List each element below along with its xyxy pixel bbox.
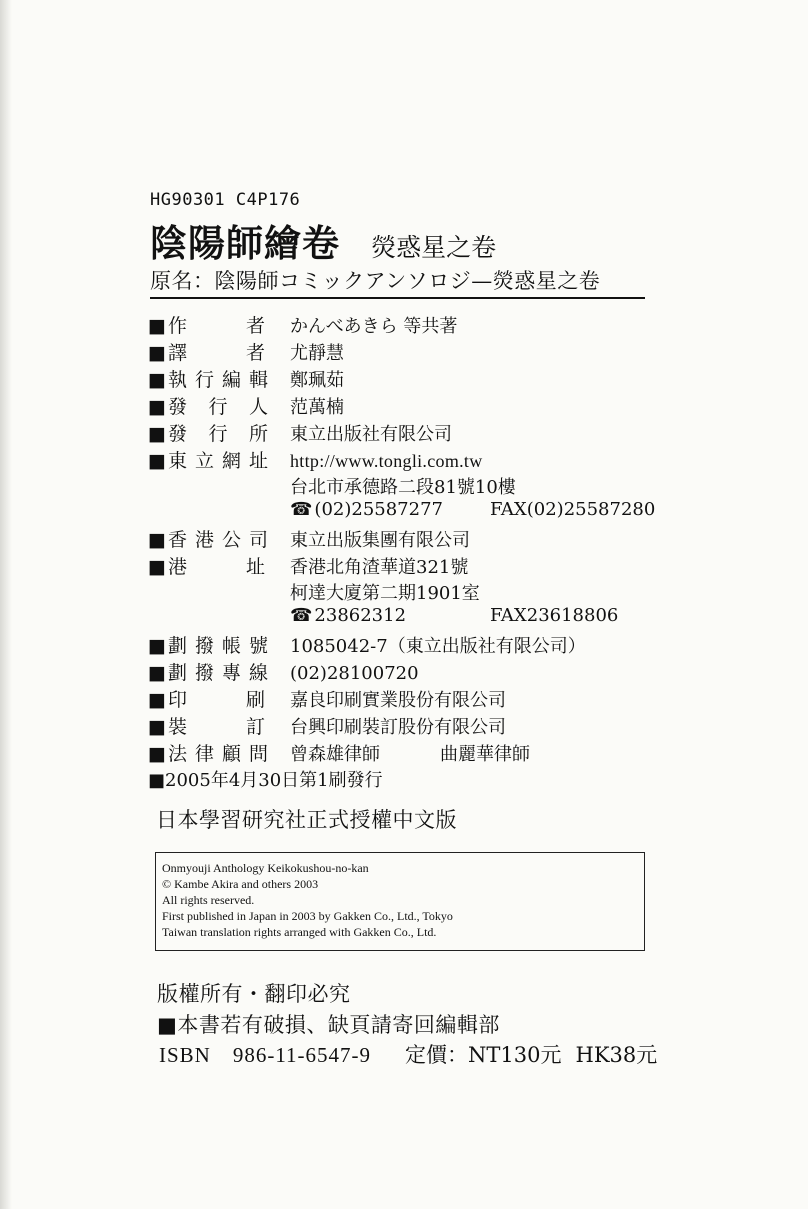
credit-label: 發 行 人 (167, 396, 268, 418)
square-bullet: ■ (148, 315, 166, 337)
square-bullet: ■ (148, 689, 166, 711)
credit-row-hk-address (148, 552, 655, 579)
credit-value: (02)28100720 (290, 663, 419, 684)
credit-value: 東立出版集團有限公司 (290, 530, 470, 551)
hk-contact (148, 605, 655, 631)
credit-row-binder (148, 712, 655, 739)
square-bullet: ■ (148, 529, 166, 551)
original-name: 原名：陰陽師コミックアンソロジ—熒惑星之卷 (150, 269, 601, 293)
square-bullet: ■ (148, 369, 166, 391)
website-address: 台北市承德路二段81號10樓 (290, 477, 516, 498)
square-bullet: ■ (148, 662, 166, 684)
square-bullet: ■ (148, 743, 166, 765)
credit-value: かんべあきら 等共著 (290, 316, 458, 337)
price-hk: HK38元 (575, 1043, 658, 1067)
telephone-icon: ☎ (290, 605, 313, 626)
credit-value: 1085042-7（東立出版社有限公司） (290, 636, 586, 657)
copyright-box (155, 852, 645, 951)
damage-notice-row (157, 1009, 500, 1039)
square-bullet: ■ (148, 635, 166, 657)
credit-row-hotline (148, 658, 655, 685)
phone-number: (02)25587277 (314, 499, 443, 520)
credit-label: 東立網址 (167, 450, 268, 472)
credit-row-legal (148, 739, 655, 766)
copyright-line: First published in Japan in 2003 by Gakken Co., Ltd., Tokyo (162, 909, 453, 923)
telephone-icon: ☎ (290, 499, 313, 520)
fax-number: FAX(02)25587280 (490, 499, 656, 520)
price-nt: 定價：NT130元 (405, 1043, 562, 1067)
copyright-line: Onmyouji Anthology Keikokushou-no-kan (162, 861, 369, 875)
title-row (150, 213, 496, 267)
credits-block (148, 311, 655, 792)
square-bullet: ■ (148, 396, 166, 418)
copyright-line: All rights reserved. (162, 893, 255, 907)
credit-label: 劃撥帳號 (167, 635, 268, 657)
damage-notice: 本書若有破損、缺頁請寄回編輯部 (177, 1013, 500, 1037)
credit-label: 港 址 (167, 556, 265, 578)
hk-fax-number: FAX23618806 (490, 605, 619, 626)
credit-value: 嘉良印刷實業股份有限公司 (290, 690, 506, 711)
credit-value: 尤靜慧 (290, 343, 344, 364)
square-bullet: ■ (148, 342, 166, 364)
credit-value: 范萬楠 (290, 397, 344, 418)
hk-phone-number: 23862312 (314, 605, 407, 626)
isbn: ISBN 986-11-6547-9 (159, 1043, 372, 1067)
credit-label: 法律顧問 (167, 743, 268, 765)
credit-label: 裝 訂 (167, 716, 265, 738)
credit-label: 作 者 (167, 315, 265, 337)
credit-row-editor (148, 365, 655, 392)
website-contact (148, 499, 655, 525)
website-url: http://www.tongli.com.tw (290, 451, 483, 471)
divider-rule (150, 297, 645, 299)
book-subtitle: 熒惑星之卷 (371, 233, 497, 262)
book-title: 陰陽師繪卷 (150, 221, 340, 265)
credit-value: 鄭珮茹 (290, 370, 344, 391)
credit-label: 劃撥專線 (167, 662, 268, 684)
credit-label: 譯 者 (167, 342, 265, 364)
credit-row-printer (148, 685, 655, 712)
credit-row-hk-company (148, 525, 655, 552)
authorization-notice: 日本學習研究社正式授權中文版 (156, 808, 457, 832)
credit-row-publisher (148, 419, 655, 446)
square-bullet: ■ (148, 450, 166, 472)
credit-value: 曾森雄律師 (290, 744, 380, 765)
hk-address-line2: 柯達大廈第二期1901室 (290, 583, 480, 604)
square-bullet: ■ (148, 556, 166, 578)
isbn-price-row (159, 1039, 657, 1069)
copyright-line: Taiwan translation rights arranged with Gakken Co., Ltd. (162, 925, 437, 939)
square-bullet: ■ (148, 423, 166, 445)
credit-value: 東立出版社有限公司 (290, 424, 452, 445)
page-edge-shadow (0, 0, 12, 1209)
rights-notice: 版權所有・翻印必究 (157, 982, 351, 1006)
credit-row-publisher-person (148, 392, 655, 419)
product-code: HG90301 C4P176 (150, 190, 301, 210)
credit-value: 香港北角渣華道321號 (290, 557, 469, 578)
copyright-line: © Kambe Akira and others 2003 (162, 877, 319, 891)
credit-row-author (148, 311, 655, 338)
square-bullet: ■ (148, 716, 166, 738)
credit-label: 執行編輯 (167, 369, 268, 391)
credit-row-account (148, 631, 655, 658)
credit-value-2: 曲麗華律師 (440, 744, 530, 765)
credit-label: 發 行 所 (167, 423, 268, 445)
credit-row-translator (148, 338, 655, 365)
credit-value: 台興印刷裝訂股份有限公司 (290, 717, 506, 738)
square-bullet: ■ (148, 770, 166, 791)
square-bullet: ■ (157, 1013, 178, 1037)
credit-label: 印 刷 (167, 689, 265, 711)
credit-row-website (148, 446, 655, 473)
credit-label: 香港公司 (167, 529, 268, 551)
credit-row-date (148, 766, 655, 792)
publish-date: 2005年4月30日第1刷發行 (165, 770, 383, 791)
